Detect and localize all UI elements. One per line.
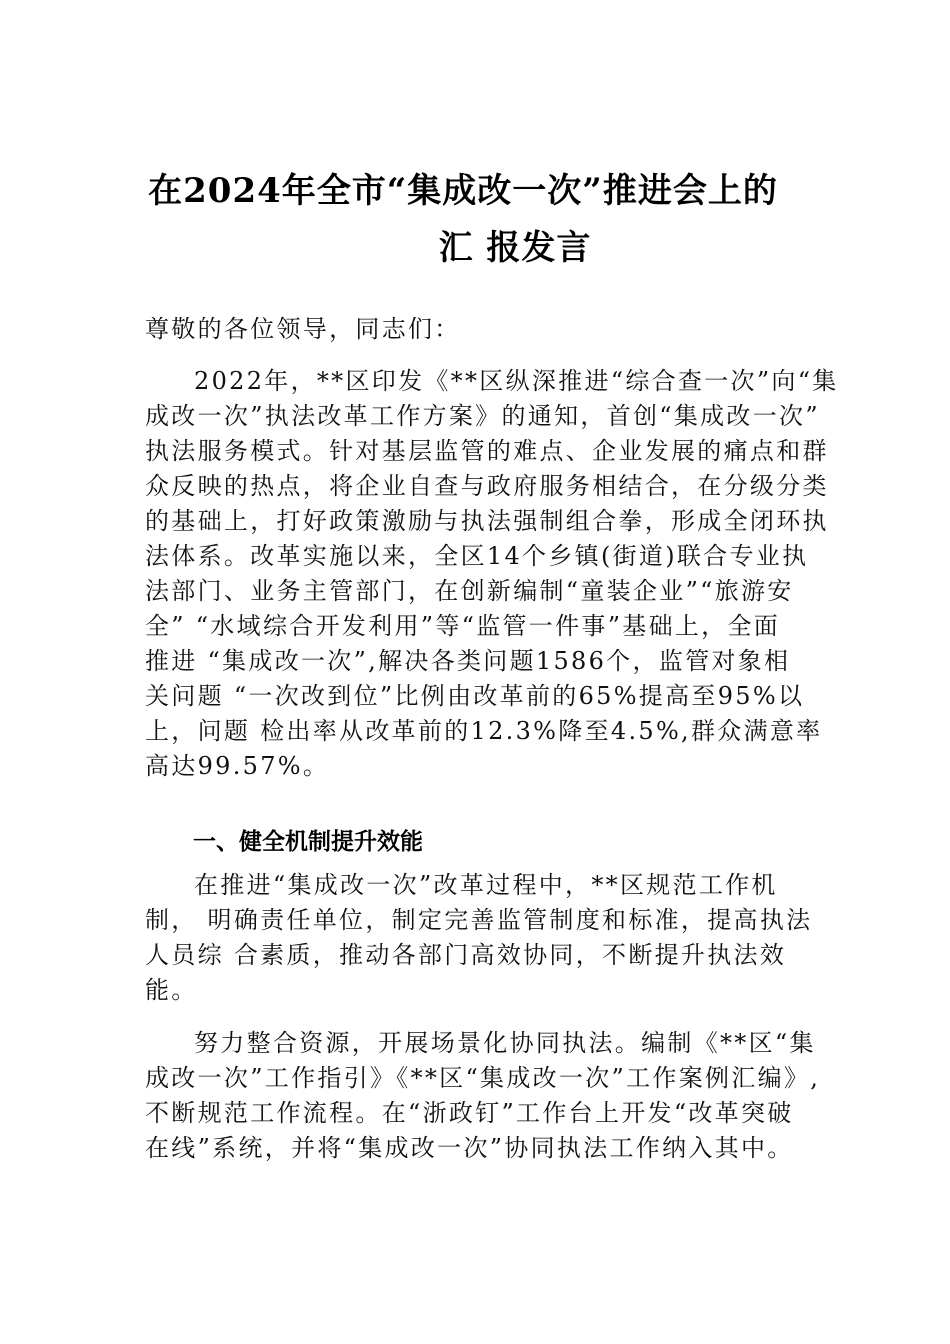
section-heading: 一、健全机制提升效能 [193,829,423,855]
paragraph-line: 关问题 “一次改到位”比例由改革前的65%提高至95%以 [145,682,805,710]
paragraph-line: 人员综 合素质，推动各部门高效协同，不断提升执法效 [145,941,787,969]
paragraph-line: 2022年，**区印发《**区纵深推进“综合查一次”向“集 [194,367,839,395]
paragraph-line: 成改一次”工作指引》《**区“集成改一次”工作案例汇编》, [145,1064,821,1092]
intro-paragraph [145,364,839,784]
paragraph-line: 的基础上，打好政策激励与执法强制组合拳，形成全闭环执 [145,507,829,535]
paragraph-line: 在线”系统，并将“集成改一次”协同执法工作纳入其中。 [145,1134,794,1162]
paragraph-line: 不断规范工作流程。在“浙政钉”工作台上开发“改革突破 [145,1099,794,1127]
paragraph-line: 成改一次”执法改革工作方案》的通知，首创“集成改一次” [145,402,820,430]
salutation-text: 尊敬的各位领导，同志们： [145,315,461,343]
document-title-line-1: 在2024年全市“集成改一次”推进会上的 [148,171,778,211]
paragraph-line: 推进 “集成改一次”,解决各类问题1586个，监管对象相 [145,647,791,675]
paragraph-line: 能。 [145,976,198,1004]
section1-paragraph-2 [145,1026,835,1166]
paragraph-line: 高达99.57%。 [145,752,330,780]
paragraph-line: 制， 明确责任单位，制定完善监管制度和标准，提高执法 [145,906,813,934]
paragraph-line: 在推进“集成改一次”改革过程中，**区规范工作机 [194,871,778,899]
paragraph-line: 法体系。改革实施以来，全区14个乡镇(街道)联合专业执 [145,542,809,570]
paragraph-line: 执法服务模式。针对基层监管的难点、企业发展的痛点和群 [145,437,829,465]
paragraph-line: 全” “水域综合开发利用”等“监管一件事”基础上，全面 [145,612,781,640]
paragraph-line: 法部门、业务主管部门，在创新编制“童装企业”“旅游安 [145,577,794,605]
paragraph-line: 努力整合资源，开展场景化协同执法。编制《**区“集 [194,1029,816,1057]
salutation [145,312,835,347]
section1-paragraph-1 [145,868,835,1008]
paragraph-line: 众反映的热点，将企业自查与政府服务相结合，在分级分类 [145,472,829,500]
paragraph-line: 上，问题 检出率从改革前的12.3%降至4.5%,群众满意率 [145,717,823,745]
document-title-line-2: 汇 报发言 [438,228,592,268]
